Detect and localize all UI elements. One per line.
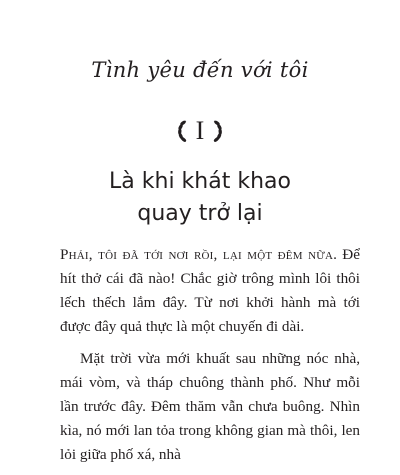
paragraph-2: Mặt trời vừa mới khuất sau những nóc nhà, mái vòm, và tháp chuông thành phố. Như mỗi lần trước đây. Đêm thăm vẫn chưa buông. Nhìn kìa, nó mới lan tỏa trong không gian mà thôi, len lỏi giữa phố xá, nhà [60,350,360,463]
paragraph-1-lead: Phải, tôi đã tới nơi rồi, lại một đêm nữa. [60,246,338,263]
chapter-heading [0,166,400,230]
paragraph-1 [60,243,360,339]
chapter-numeral: I [195,116,205,145]
section-title: Tình yêu đến với tôi [91,58,309,82]
body-text [60,243,360,475]
chapter-heading-line1: Là khi khát khao [109,169,291,194]
chapter-heading-line2: quay trở lại [137,201,263,226]
paragraph-1-rest: Để hít thở cái đã nào! Chắc giờ trông mình lôi thôi lếch thếch lắm đây. Từ nơi khởi hành mà tới được đây quả thực là một chuyến đi dài. [60,246,360,335]
